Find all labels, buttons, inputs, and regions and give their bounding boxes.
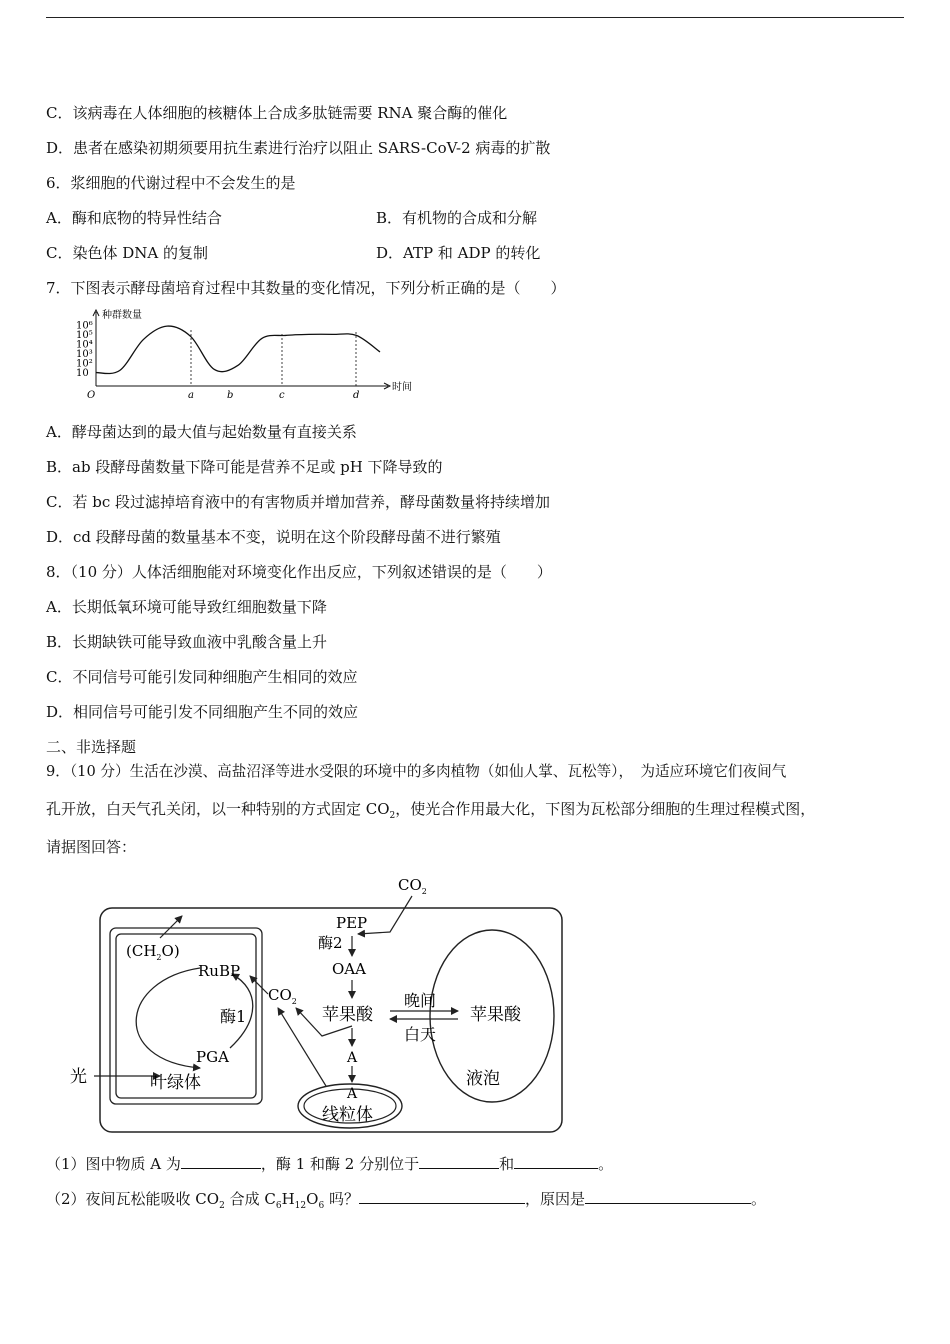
mitochondrion-label: 线粒体 [322,1105,373,1125]
co2-to-chloroplast-arrow [250,976,268,994]
day-label: 白天 [404,1025,437,1044]
q8-option-d: D．相同信号可能引发不同细胞产生不同的效应 [46,703,359,721]
subscript: 6 [275,1201,282,1211]
q6-option-c: C．染色体 DNA 的复制 [46,244,208,262]
malic-right-label: 苹果酸 [470,1005,521,1025]
enzyme1-label: 酶1 [220,1007,247,1026]
q6-option-b: B．有机物的合成和分解 [376,209,538,227]
rubp-label: RuBP [198,962,241,980]
chart-ylabel: 种群数量 [102,310,142,321]
chart-x-ticks [87,390,359,401]
q8-option-a: A．长期低氧环境可能导致红细胞数量下降 [46,598,327,616]
x-tick-label: c [279,390,285,401]
q6-option-a: A．酶和底物的特异性结合 [46,209,222,227]
subscript: 12 [294,1201,307,1211]
q9-stem-line1: 9．（10 分）生活在沙漠、高盐沼泽等进水受限的环境中的多肉植物（如仙人掌、瓦松等）， 为适应环境它们夜间气 [46,763,787,780]
q9-text: ，原因是 [524,1190,585,1208]
q7-option-a: A．酵母菌达到的最大值与起始数量有直接关系 [46,423,357,441]
subscript: 2 [219,1201,225,1211]
ch2o-label: $(CH_2O)$ [126,942,180,962]
q9-text: ，酶 1 和酶 2 分别位于 [260,1155,420,1173]
chloroplast-label: 叶绿体 [150,1073,201,1093]
q9-text: 吗？ [324,1190,359,1208]
calvin-arc-left [136,968,200,1068]
co2-top-label: $CO_2$ [398,876,427,896]
enzyme2-label: 酶2 [318,934,343,952]
q8-option-b: B．长期缺铁可能导致血液中乳酸含量上升 [46,633,328,651]
answer-blank[interactable] [514,1154,598,1169]
light-label: 光 [70,1067,87,1087]
x-tick-label: d [353,390,360,401]
pep-label: PEP [336,914,368,932]
a2-label: A [347,1086,358,1102]
q9-text: （1）图中物质 A 为 [46,1155,181,1173]
x-tick-label: a [188,390,194,401]
yeast-population-chart [70,304,430,404]
q9-text: 合成 C [224,1190,276,1208]
q9-text: H [281,1190,295,1208]
y-tick-label: 10⁵ [76,330,93,341]
x-tick-label: O [87,390,96,401]
q8-stem: 8．（10 分）人体活细胞能对环境变化作出反应，下列叙述错误的是（ ） [46,563,552,581]
answer-blank[interactable] [359,1189,525,1204]
q9-text: O [306,1190,319,1208]
vacuole-label: 液泡 [466,1069,500,1089]
subscript: 2 [389,811,396,821]
x-tick-label: b [227,390,234,401]
pga-label: PGA [196,1048,229,1066]
chart-axes [93,310,390,389]
y-tick-label: 10³ [76,349,93,360]
q7-option-b: B．ab 段酵母菌数量下降可能是营养不足或 pH 下降导致的 [46,458,443,476]
q7-stem: 7．下图表示酵母菌培育过程中其数量的变化情况，下列分析正确的是（ ） [46,279,566,297]
cam-pathway-diagram [60,870,580,1140]
chart-series-line [96,326,380,373]
q9-subquestion-1 [46,1154,613,1174]
night-label: 晚间 [404,991,437,1010]
answer-blank[interactable] [419,1154,499,1169]
q9-subquestion-2 [46,1189,766,1216]
a1-label: A [347,1050,358,1066]
q9-text: 。 [598,1155,614,1173]
ch2o-exit-arrow [160,916,182,938]
y-tick-label: 10⁴ [76,339,93,351]
answer-blank[interactable] [585,1189,751,1204]
subscript: 6 [318,1201,325,1211]
y-tick-label: 10 [76,368,89,379]
q8-option-c: C．不同信号可能引发同种细胞产生相同的效应 [46,668,358,686]
q9-stem-line2 [46,799,815,826]
q9-text: ，使光合作用最大化，下图为瓦松部分细胞的生理过程模式图， [395,800,816,818]
chart-guides [191,330,356,386]
q9-text: 孔开放，白天气孔关闭，以一种特别的方式固定 CO [46,800,390,818]
chart-xlabel: 时间 [392,382,412,393]
y-tick-label: 10⁶ [76,320,93,332]
q9-text: 。 [750,1190,766,1208]
q7-option-d: D．cd 段酵母菌的数量基本不变，说明在这个阶段酵母菌不进行繁殖 [46,528,501,546]
q5-option-d: D．患者在感染初期须要用抗生素进行治疗以阻止 SARS-CoV-2 病毒的扩散 [46,139,551,157]
co2-mid-label: $CO_2$ [268,986,297,1006]
q9-text: （2）夜间瓦松能吸收 CO [46,1190,220,1208]
section-heading: 二、非选择题 [46,738,137,756]
top-rule [46,17,904,18]
q7-option-c: C．若 bc 段过滤掉培育液中的有害物质并增加营养，酵母菌数量将持续增加 [46,493,551,511]
mito-to-co2-arrow [278,1008,326,1086]
oaa-label: OAA [332,960,366,978]
malic-left-label: 苹果酸 [322,1005,373,1025]
y-tick-label: 10² [76,358,93,370]
q5-option-c: C．该病毒在人体细胞的核糖体上合成多肽链需要 RNA 聚合酶的催化 [46,104,508,122]
answer-blank[interactable] [181,1154,261,1169]
q6-option-d: D．ATP 和 ADP 的转化 [376,244,541,262]
q9-stem-line3: 请据图回答： [46,838,137,856]
q9-text: 和 [499,1155,515,1173]
chart-y-ticks [76,321,93,380]
q6-stem: 6．浆细胞的代谢过程中不会发生的是 [46,174,296,192]
